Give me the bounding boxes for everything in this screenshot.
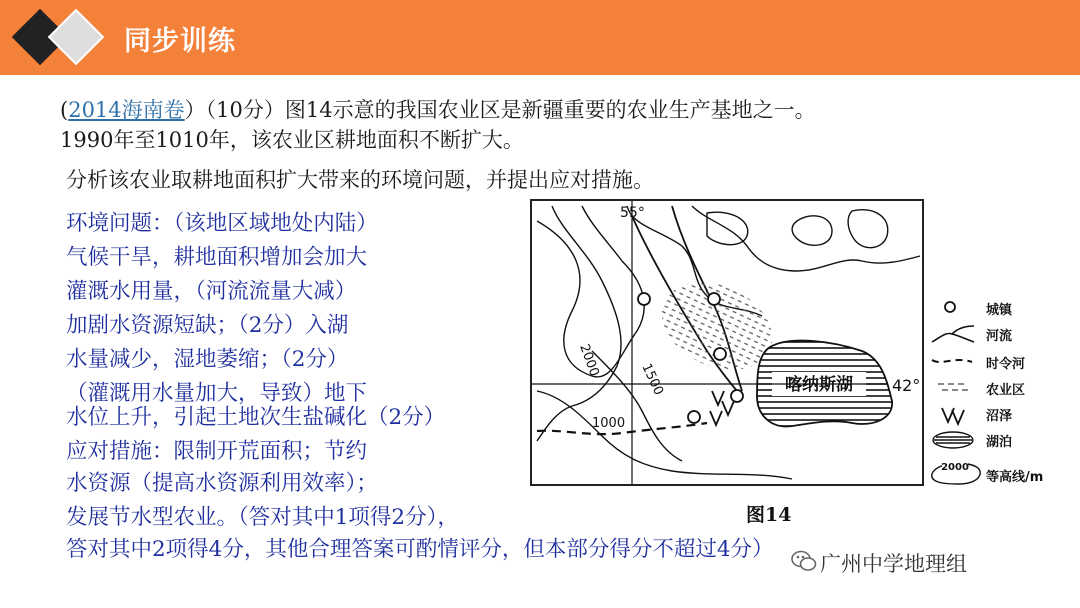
town-marker xyxy=(638,293,650,305)
answer-line: 应对措施：限制开荒面积；节约 xyxy=(66,439,368,464)
question-line-1-text: ）（10分）图14示意的我国农业区是新疆重要的农业生产基地之一。 xyxy=(184,98,816,122)
answer-line: 灌溉水用量，（河流流量大减） xyxy=(66,279,357,304)
contour-label-1000: 1000 xyxy=(592,416,626,431)
question-line-3: 分析该农业取耕地面积扩大带来的环境问题，并提出应对措施。 xyxy=(66,168,654,192)
answer-line: 加剧水资源短缺；（2分）入湖 xyxy=(66,313,349,338)
contour-line xyxy=(592,351,682,461)
question-line-1 xyxy=(60,94,816,124)
answer-line: 气候干旱，耕地面积增加会加大 xyxy=(66,245,368,270)
town-marker xyxy=(714,348,726,360)
legend-lake: 湖泊 xyxy=(928,428,1068,454)
legend-town: 城镇 xyxy=(928,296,1068,322)
contour-line xyxy=(537,391,792,479)
watermark-text: 广州中学地理组 xyxy=(820,552,967,576)
town-marker xyxy=(731,390,743,402)
map-figure xyxy=(530,199,924,486)
header-bar xyxy=(0,0,1080,75)
map-svg xyxy=(532,201,922,484)
contour-label-2000: 2000 xyxy=(576,342,602,379)
contour-line xyxy=(848,210,888,248)
answer-line: 发展节水型农业。（答对其中1项得2分）， xyxy=(66,505,459,530)
answer-line: 水位上升，引起土地次生盐碱化（2分） xyxy=(66,405,446,430)
source-open-paren: ( xyxy=(60,98,69,122)
lake-legend-icon xyxy=(928,428,978,454)
river-legend-icon xyxy=(928,322,978,348)
legend-contour: 2000 等高线/m xyxy=(928,458,1068,484)
answer-line: （灌溉用水量加大，导致）地下 xyxy=(66,381,368,406)
town-marker xyxy=(708,293,720,305)
figure-caption: 图14 xyxy=(746,504,792,526)
answer-line: 水资源（提高水资源利用效率）； xyxy=(66,471,378,496)
swamp-legend-icon xyxy=(928,402,978,428)
contour-legend-sample: 2000 xyxy=(941,462,969,473)
town-legend-icon xyxy=(928,296,978,322)
legend-farm-area: 农业区 xyxy=(928,376,1068,402)
town-marker xyxy=(688,411,700,423)
legend-swamp: 沼泽 xyxy=(928,402,1068,428)
contour-label-1500: 1500 xyxy=(638,361,666,398)
contour-line xyxy=(792,216,832,246)
answer-line: 答对其中2项得4分，其他合理答案可酌情评分，但本部分得分不超过4分） xyxy=(66,537,774,562)
lake-label: 喀纳斯湖 xyxy=(785,375,853,395)
contour-legend-icon xyxy=(928,458,984,488)
answer-line: 水量减少，湿地萎缩；（2分） xyxy=(66,347,349,372)
gray-diamond-icon xyxy=(48,9,105,66)
question-line-2: 1990年至1010年，该农业区耕地面积不断扩大。 xyxy=(60,128,524,152)
slide-title: 同步训练 xyxy=(124,26,236,57)
longitude-label: 55° xyxy=(620,205,645,221)
legend-river: 河流 xyxy=(928,322,1068,348)
contour-line xyxy=(537,206,621,441)
seasonal-river-legend-icon xyxy=(928,350,978,376)
latitude-label: 42° xyxy=(892,376,921,395)
source-link[interactable]: 2014海南卷 xyxy=(68,98,185,122)
farm-area-legend-icon xyxy=(928,376,978,402)
legend-seasonal-river: 时令河 xyxy=(928,350,1068,376)
wechat-icon xyxy=(790,548,818,574)
answer-line: 环境问题：（该地区域地处内陆） xyxy=(66,211,378,236)
